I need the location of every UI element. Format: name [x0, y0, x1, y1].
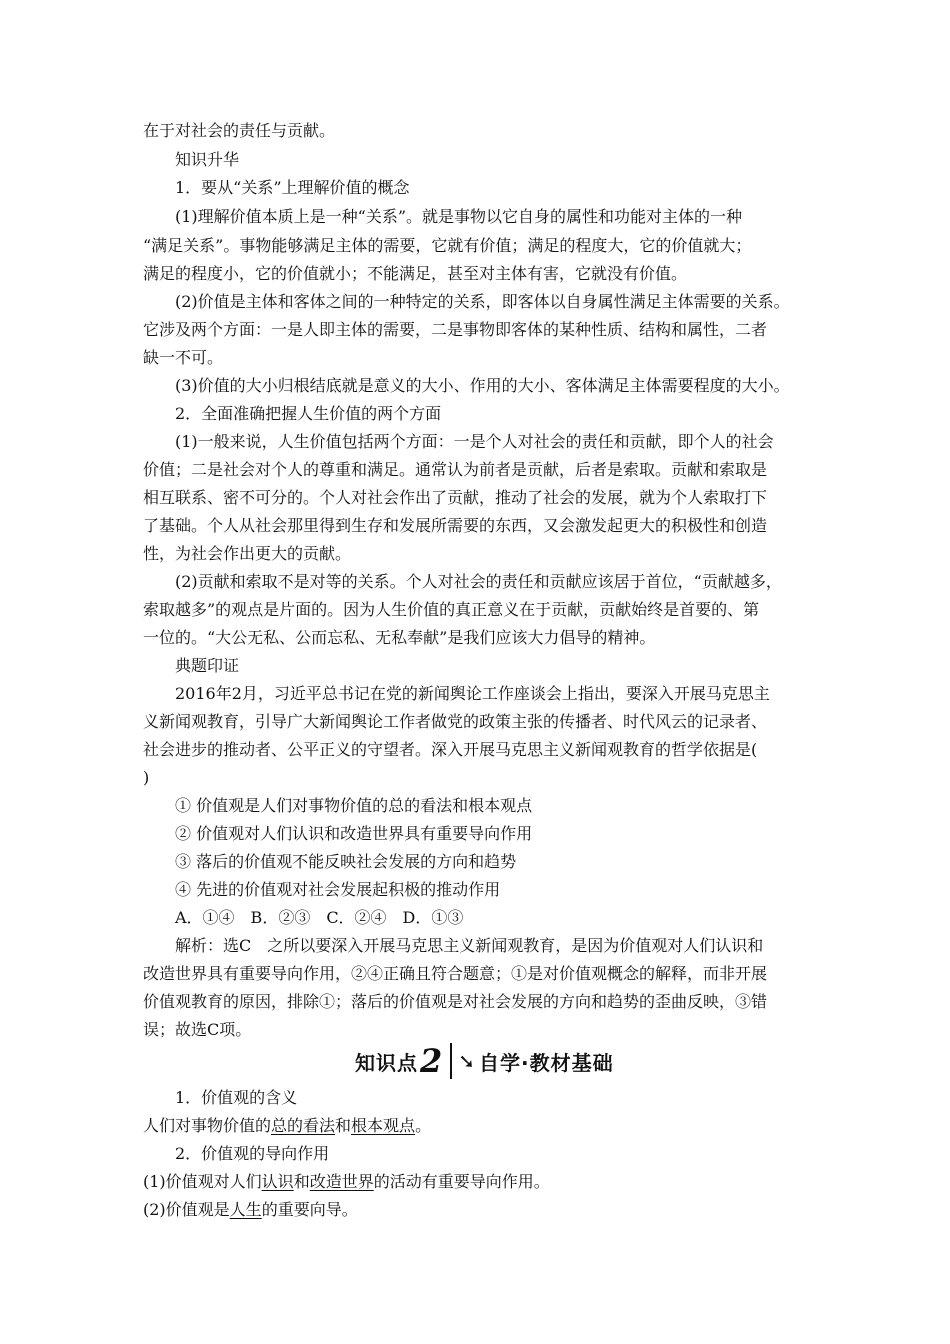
text-line: 一位的。“大公无私、公而忘私、无私奉献”是我们应该大力倡导的精神。: [143, 628, 656, 647]
text-line: 缺一不可。: [143, 348, 224, 367]
question-text: ): [143, 768, 150, 787]
blank-answer: 改造世界: [309, 1172, 374, 1191]
knowledge-point-heading: [355, 1040, 614, 1082]
question-option: ④ 先进的价值观对社会发展起积极的推动作用: [175, 880, 501, 899]
section-label: 典题印证: [175, 656, 240, 675]
text-line: 价值；二是社会对个人的尊重和满足。通常认为前者是贡献，后者是索取。贡献和索取是: [143, 460, 768, 479]
heading-number: 2: [420, 1042, 443, 1080]
text-line: (3)价值的大小归根结底就是意义的大小、作用的大小、客体满足主体需要程度的大小。: [175, 376, 790, 395]
question-text: 2016年2月，习近平总书记在党的新闻舆论工作座谈会上指出，要深入开展马克思主: [175, 684, 770, 703]
blank-answer: 根本观点: [351, 1116, 416, 1135]
analysis-text: 误；故选C项。: [143, 1020, 252, 1039]
point-heading: 2．全面准确把握人生价值的两个方面: [175, 404, 442, 423]
text-line: “满足关系”。事物能够满足主体的需要，它就有价值；满足的程度大，它的价值就大；: [143, 236, 752, 255]
point-heading: 1．要从“关系”上理解价值的概念: [175, 178, 410, 197]
blank-answer: 总的看法: [271, 1116, 336, 1135]
fill-line: (2)价值观是人生的重要向导。: [143, 1200, 358, 1219]
heading-subtitle: 自学·教材基础: [479, 1050, 614, 1075]
text-line: 性，为社会作出更大的贡献。: [143, 544, 352, 563]
fill-line: 人们对事物价值的总的看法和根本观点。: [143, 1116, 432, 1135]
heading-divider: [450, 1043, 452, 1079]
text-line: (1)一般来说，人生价值包括两个方面：一是个人对社会的责任和贡献，即个人的社会: [175, 432, 774, 451]
text-line: 相互联系、密不可分的。个人对社会作出了贡献，推动了社会的发展，就为个人索取打下: [143, 488, 768, 507]
text-line: (1)理解价值本质上是一种“关系”。就是事物以它自身的属性和功能对主体的一种: [175, 207, 743, 226]
text-line: 满足的程度小，它的价值就小；不能满足，甚至对主体有害，它就没有价值。: [143, 264, 688, 283]
point-heading: 1．价值观的含义: [175, 1088, 298, 1107]
text-line: 在于对社会的责任与贡献。: [143, 121, 336, 140]
blank-answer: 认识: [261, 1172, 294, 1191]
question-text: 义新闻观教育，引导广大新闻舆论工作者做党的政策主张的传播者、时代风云的记录者、: [143, 712, 768, 731]
text-line: 了基础。个人从社会那里得到生存和发展所需要的东西，又会激发起更大的积极性和创造: [143, 516, 768, 535]
analysis-text: 价值观教育的原因，排除①；落后的价值观是对社会发展的方向和趋势的歪曲反映，③错: [143, 992, 768, 1011]
section-label: 知识升华: [175, 150, 240, 169]
text-line: 它涉及两个方面：一是人即主体的需要，二是事物即客体的某种性质、结构和属性，二者: [143, 320, 768, 339]
arrow-icon: ➘: [458, 1049, 476, 1073]
text-line: (2)贡献和索取不是对等的关系。个人对社会的责任和贡献应该居于首位，“贡献越多，: [175, 572, 782, 591]
analysis-text: 解析：选C 之所以要深入开展马克思主义新闻观教育，是因为价值观对人们认识和: [175, 936, 764, 955]
text-line: 索取越多”的观点是片面的。因为人生价值的真正意义在于贡献，贡献始终是首要的、第: [143, 600, 760, 619]
question-option: ③ 落后的价值观不能反映社会发展的方向和趋势: [175, 852, 517, 871]
question-option: ② 价值观对人们认识和改造世界具有重要导向作用: [175, 824, 533, 843]
analysis-text: 改造世界具有重要导向作用，②④正确且符合题意；①是对价值观概念的解释，而非开展: [143, 964, 768, 983]
text-line: (2)价值是主体和客体之间的一种特定的关系，即客体以自身属性满足主体需要的关系。: [175, 292, 790, 311]
question-option: ① 价值观是人们对事物价值的总的看法和根本观点: [175, 796, 533, 815]
blank-answer: 人生: [229, 1200, 262, 1219]
answer-choices: A．①④ B．②③ C．②④ D．①③: [175, 908, 464, 927]
fill-line: (1)价值观对人们认识和改造世界的活动有重要导向作用。: [143, 1172, 550, 1191]
question-text: 社会进步的推动者、公平正义的守望者。深入开展马克思主义新闻观教育的哲学依据是(: [143, 740, 758, 759]
point-heading: 2．价值观的导向作用: [175, 1144, 330, 1163]
heading-label: 知识点: [355, 1050, 418, 1075]
